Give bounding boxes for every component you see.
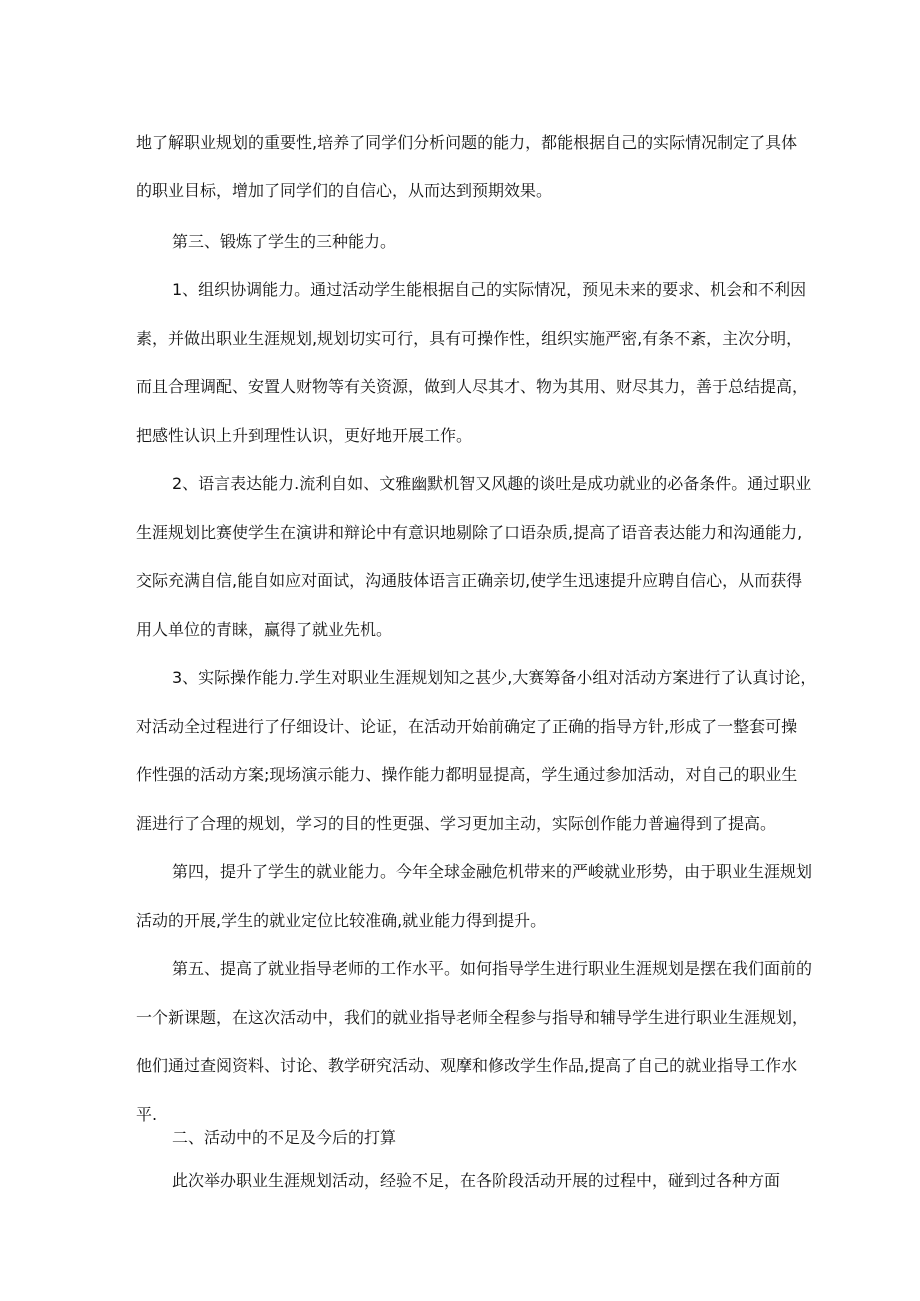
text-line: 一个新课题，在这次活动中，我们的就业指导老师全程参与指导和辅导学生进行职业生涯规划， [136,1008,809,1027]
text-line: 第五、提高了就业指导老师的工作水平。如何指导学生进行职业生涯规划是摆在我们面前的 [172,959,813,978]
section-heading: 第三、锻炼了学生的三种能力。 [172,232,397,251]
text-line: 活动的开展,学生的就业定位比较准确,就业能力得到提升。 [136,911,547,930]
text-line: 作性强的活动方案;现场演示能力、操作能力都明显提高，学生通过参加活动，对自己的职业生 [136,765,798,784]
text-line: 2、语言表达能力.流利自如、文雅幽默机智又风趣的谈吐是成功就业的必备条件。通过职业 [172,474,812,493]
text-line: 把感性认识上升到理性认识，更好地开展工作。 [136,426,473,445]
text-line: 第四，提升了学生的就业能力。今年全球金融危机带来的严峻就业形势，由于职业生涯规划 [172,862,813,881]
text-line: 交际充满自信,能自如应对面试，沟通肢体语言正确亲切,使学生迅速提升应聘自信心，从而获得 [136,571,803,590]
text-line: 涯进行了合理的规划，学习的目的性更强、学习更加主动，实际创作能力普遍得到了提高。 [136,814,777,833]
text-line: 素，并做出职业生涯规划,规划切实可行，具有可操作性，组织实施严密,有条不紊，主次分明， [136,329,803,348]
text-line: 此次举办职业生涯规划活动，经验不足，在各阶段活动开展的过程中，碰到过各种方面 [172,1171,781,1190]
text-line: 用人单位的青睐，赢得了就业先机。 [136,620,393,639]
text-line: 生涯规划比赛使学生在演讲和辩论中有意识地剔除了口语杂质,提高了语音表达能力和沟通能力, [136,523,803,542]
text-line: 他们通过查阅资料、讨论、教学研究活动、观摩和修改学生作品,提高了自己的就业指导工作水 [136,1056,798,1075]
section-heading: 二、活动中的不足及今后的打算 [172,1128,397,1147]
text-line: 3、实际操作能力.学生对职业生涯规划知之甚少,大赛筹备小组对活动方案进行了认真讨论， [172,668,817,687]
text-line: 1、组织协调能力。通过活动学生能根据自己的实际情况，预见未来的要求、机会和不利因 [172,280,807,299]
text-line: 而且合理调配、安置人财物等有关资源，做到人尽其才、物为其用、财尽其力，善于总结提高， [136,377,809,396]
text-line: 对活动全过程进行了仔细设计、论证，在活动开始前确定了正确的指导方针,形成了一整套可操 [136,717,798,736]
text-line: 平. [136,1105,158,1124]
text-line: 的职业目标，增加了同学们的自信心，从而达到预期效果。 [136,181,553,200]
text-line: 地了解职业规划的重要性,培养了同学们分析问题的能力，都能根据自己的实际情况制定了具体 [136,133,798,152]
